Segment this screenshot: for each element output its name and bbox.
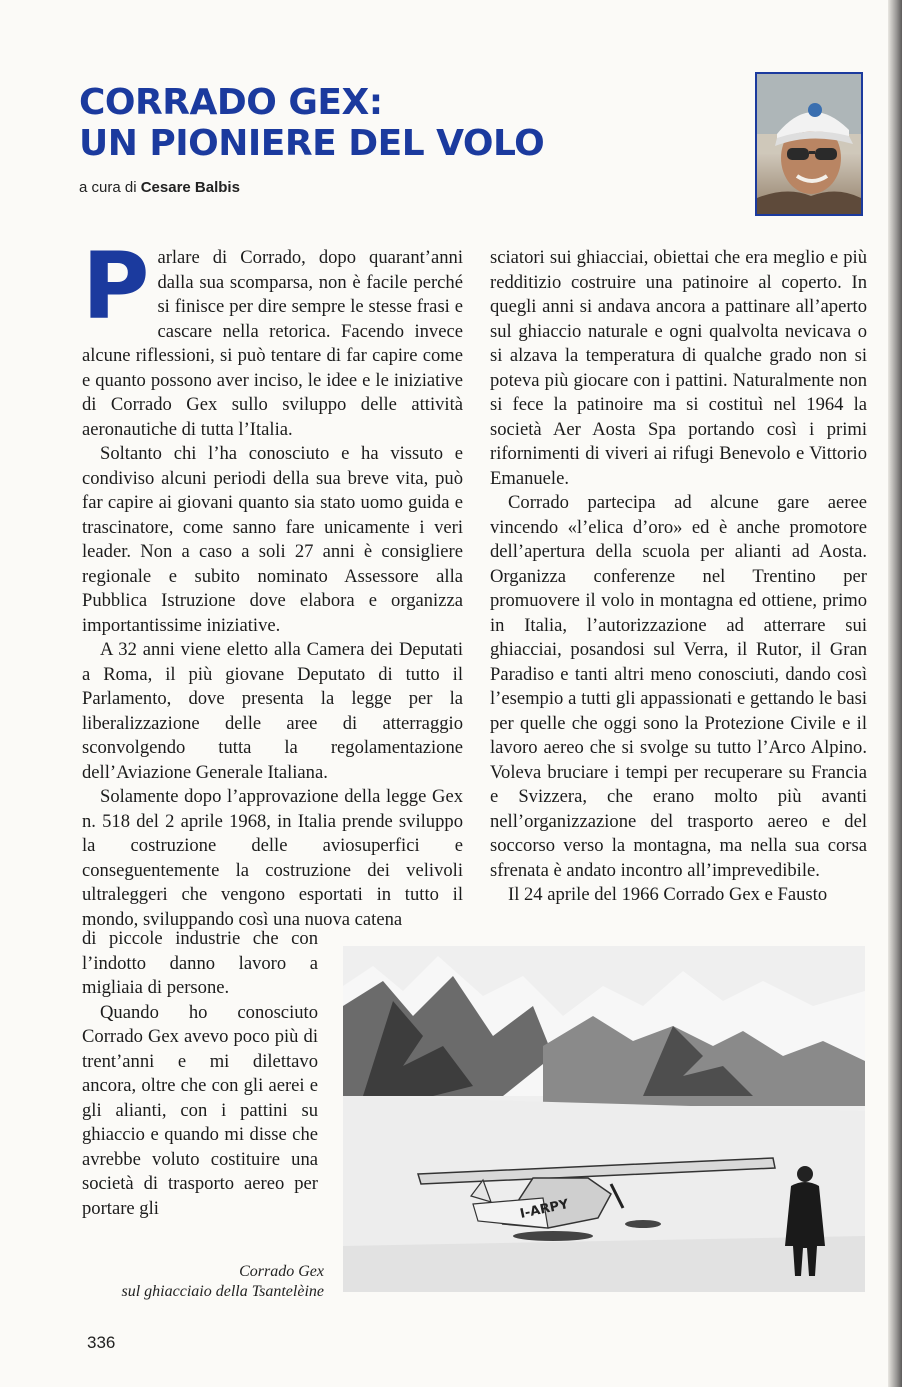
- paragraph-4-continued: di piccole industrie che con l’indotto danno lavoro a migliaia di persone.: [82, 928, 318, 998]
- text-column-1-continued: [82, 927, 318, 1221]
- paragraph-5-continued: sciatori sui ghiacciai, obiettai che era meglio e più redditizio costruire una patinoire al coperto. In quegli anni si andava ancora a pattinare all’aperto sul ghiaccio naturale e ogni qualvolta nevicava o si alzava la temperatura di qualche grado non si poteva più giocare con i pattini. Naturalmente non si fece la patinoire ma si costituì nel 1964 la società Aer Aosta Spa portando così i primi rifornimenti di viveri ai rifugi Benevolo e Vittorio Emanuele.: [490, 247, 867, 489]
- paragraph-7: Il 24 aprile del 1966 Corrado Gex e Fausto: [508, 884, 828, 905]
- byline: [79, 179, 240, 196]
- text-column-2: [490, 246, 867, 908]
- byline-author: Cesare Balbis: [140, 179, 240, 196]
- photo-caption: [64, 1262, 324, 1302]
- paragraph-4: Solamente dopo l’approvazione della legge Gex n. 518 del 2 aprile 1968, in Italia prende sviluppo la costruzione delle aviosuperfici e conseguentemente la costruzione dei velivoli ultraleggeri che vengono esportati in tutto il mondo, sviluppando così una nuova catena: [82, 786, 463, 930]
- aircraft-registration: I-ARPY: [518, 1197, 571, 1222]
- paragraph-5: Quando ho conosciuto Corrado Gex avevo poco più di trent’anni e mi dilettavo ancora, oltre che con gli aerei e gli alianti, con i pattini su ghiaccio e quando mi disse che avrebbe voluto costituire una società di trasporto aereo per portare gli: [82, 1001, 318, 1219]
- paragraph-1: [82, 233, 463, 442]
- glacier-photo: [343, 946, 865, 1292]
- drop-cap: P: [82, 233, 150, 340]
- paragraph-3: A 32 anni viene eletto alla Camera dei Deputati a Roma, il più giovane Deputato di tutto il Parlamento, dove presenta la legge per la liberalizzazione delle aree di atterraggio sconvolgendo tutta la regolamentazione dell’Aviazione Generale Italiana.: [82, 639, 463, 783]
- title-line-1: CORRADO GEX:: [79, 82, 383, 123]
- glacier-photo-illustration: [343, 946, 865, 1292]
- author-portrait: [755, 72, 863, 216]
- paragraph-1-text: arlare di Corrado, dopo quarant’anni dalla sua scomparsa, non è facile perché si finisce per dire sempre le stesse frasi e cascare nella retorica. Facendo invece alcune riflessioni, si può tentare di far capire come e quanto possono aver inciso, le idee e le iniziative di Corrado Gex sullo sviluppo delle attività aeronautiche di tutta l’Italia.: [82, 247, 463, 440]
- paragraph-6: Corrado partecipa ad alcune gare aeree vincendo «l’elica d’oro» ed è anche promotore dell’apertura della scuola per alianti ad Aosta. Organizza conferenze nel Trentino per promuovere il volo in montagna ed ottiene, primo in Italia, l’autorizzazione ad atterrare sui ghiacciai, posandosi sul Verra, il Rutor, il Gran Paradiso e tanti altri meno conosciuti, dando così l’esempio a tutti gli appassionati e gettando le basi per quelle che oggi sono la Protezione Civile e il lavoro aereo che si svolge su tutto l’Arco Alpino. Voleva bruciare i tempi per recuperare su Francia e Svizzera, che erano molto più avanti nell’organizzazione del trasporto aereo e del soccorso verso la montagna, ma nella sua corsa sfrenata è andato incontro all’imprevedibile.: [490, 492, 867, 881]
- article-title: [79, 82, 544, 164]
- byline-prefix: a cura di: [79, 179, 137, 196]
- portrait-illustration: [757, 74, 861, 214]
- text-column-1: [82, 233, 463, 932]
- caption-line-1: Corrado Gex: [239, 1263, 324, 1280]
- caption-line-2: sul ghiacciaio della Tsantelèine: [121, 1283, 324, 1300]
- paragraph-2: Soltanto chi l’ha conosciuto e ha vissuto e condiviso alcuni periodi della sua breve vita, può far capire ai giovani quanto sia stato uomo guida e trascinatore, come sanno fare unicamente i veri leader. Non a caso a soli 27 anni è consigliere regionale e subito nominato Assessore alla Pubblica Istruzione dove elabora e organizza importantissime iniziative.: [82, 443, 463, 636]
- book-spine-shadow: [888, 0, 902, 1387]
- page-number: 336: [87, 1333, 116, 1352]
- title-line-2: UN PIONIERE DEL VOLO: [79, 123, 545, 164]
